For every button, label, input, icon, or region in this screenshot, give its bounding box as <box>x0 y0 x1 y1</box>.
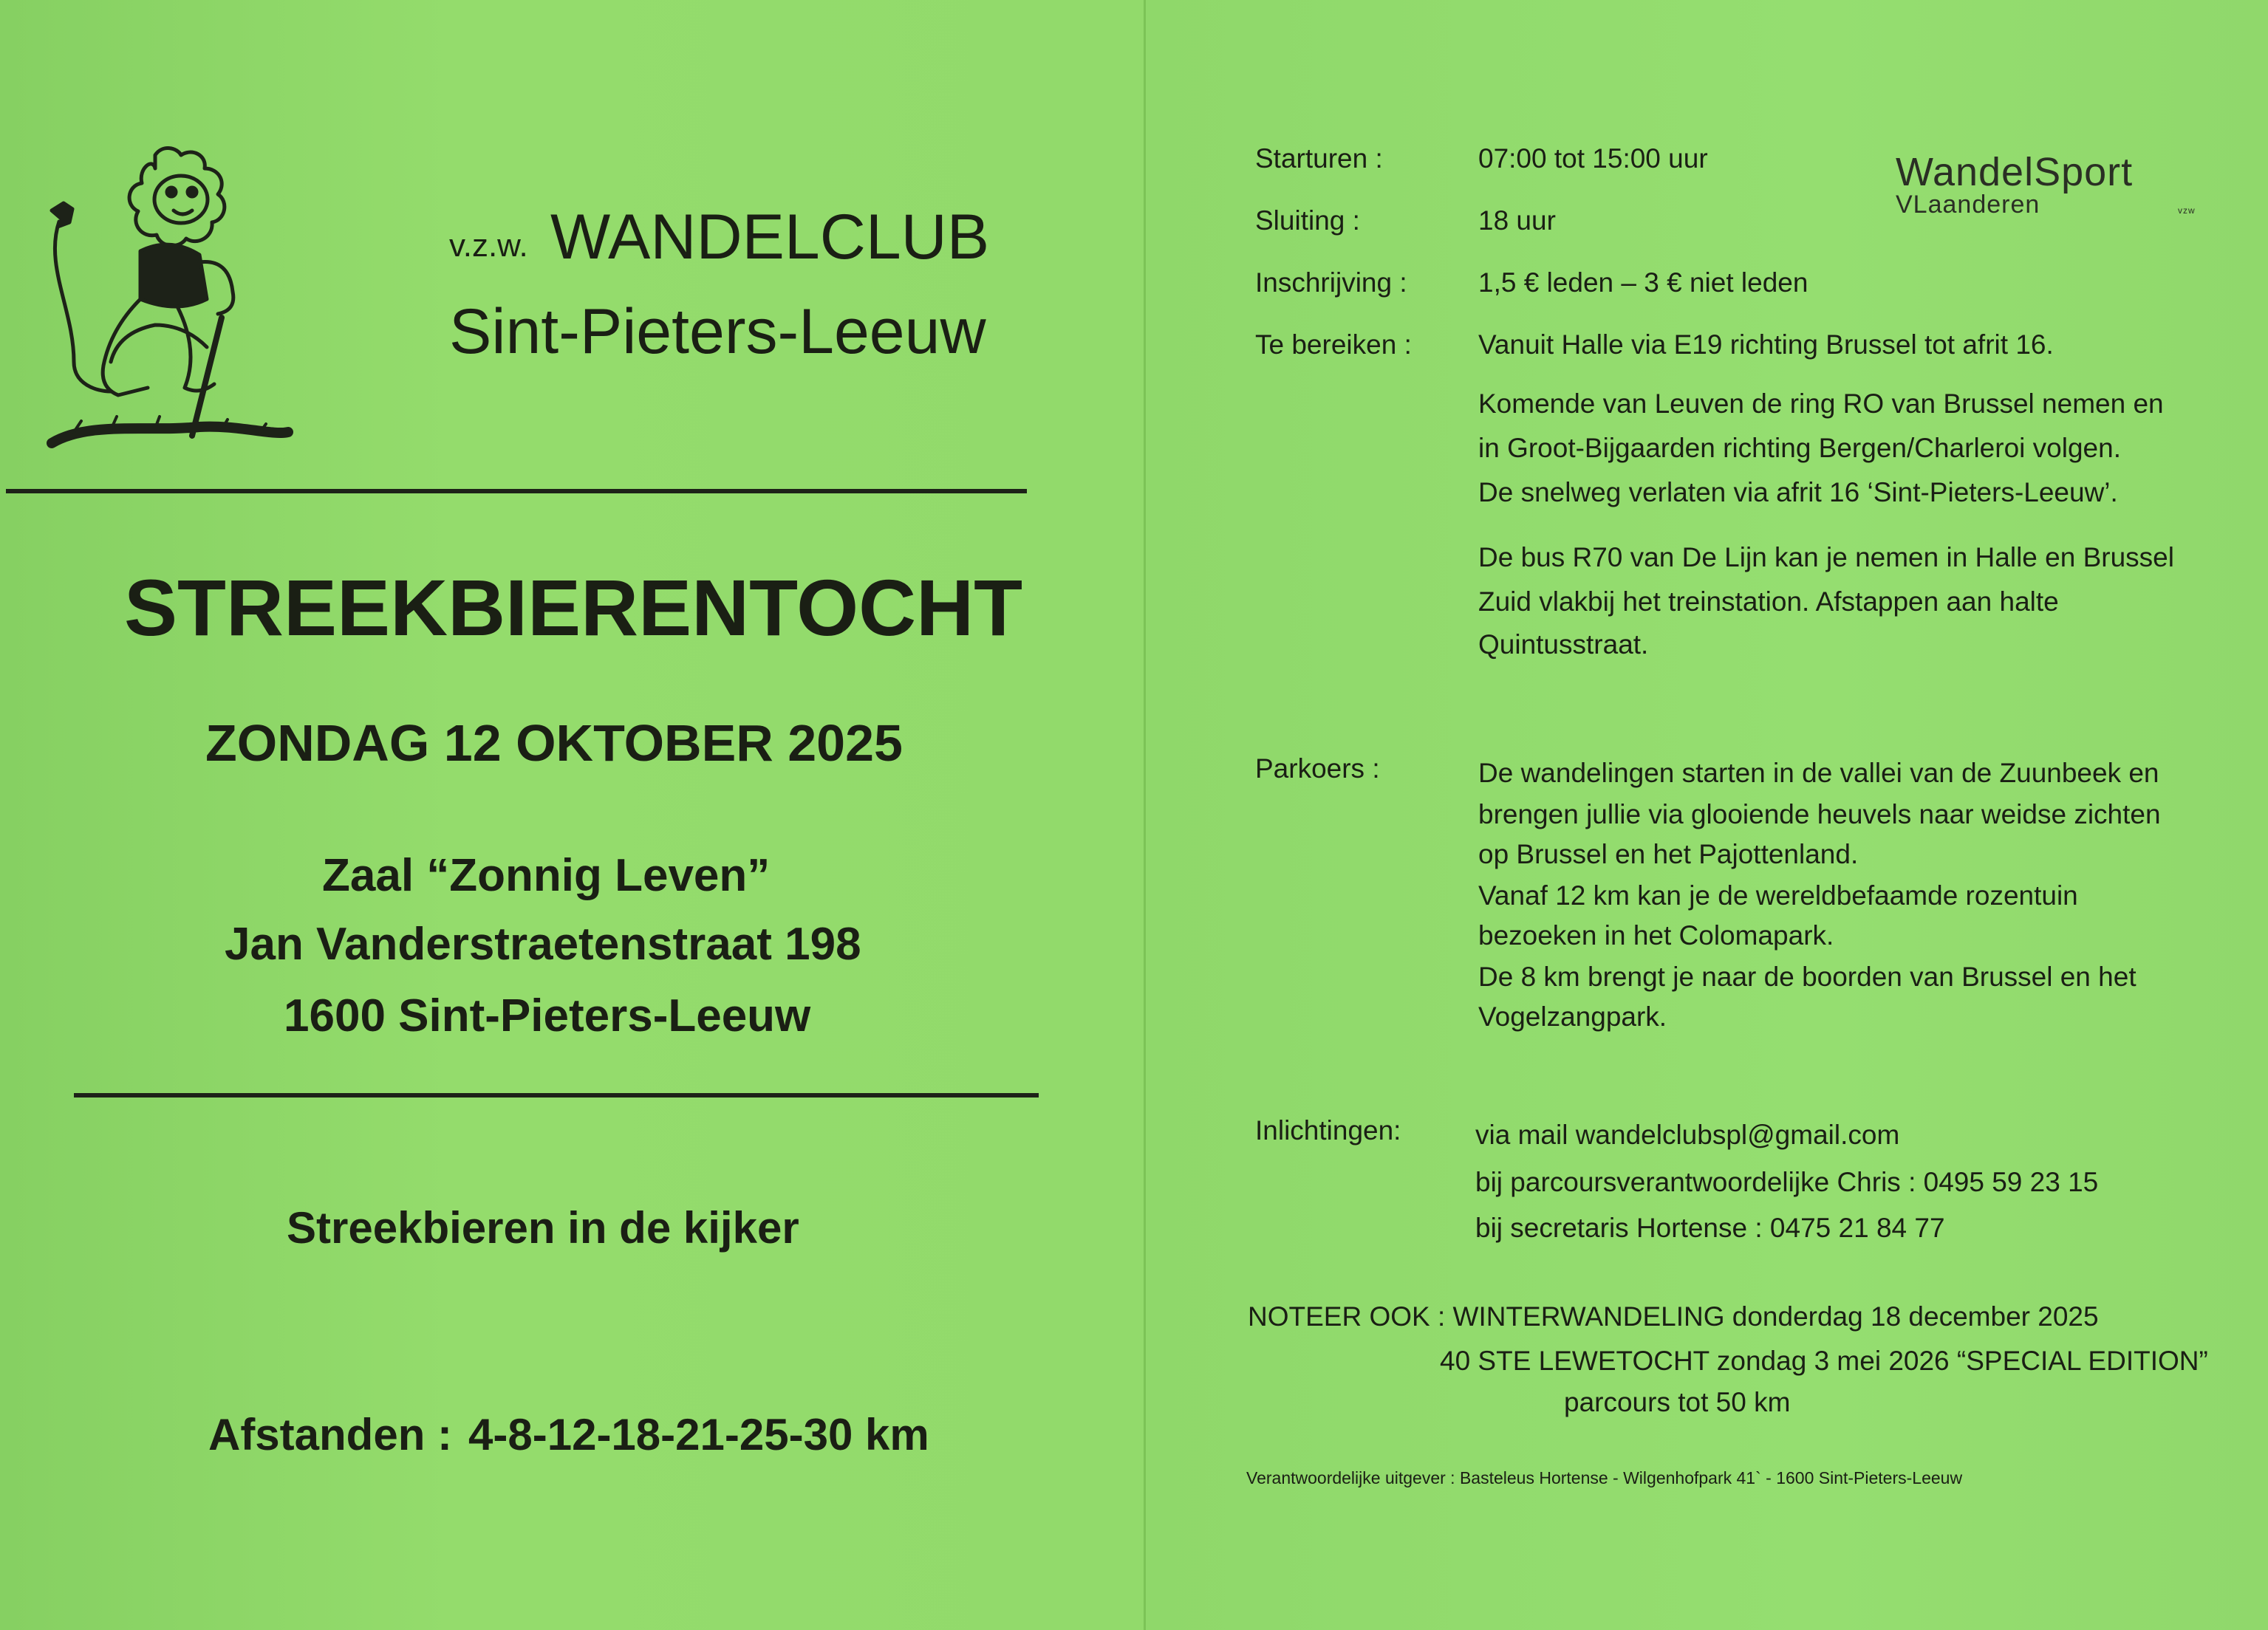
divider-bottom <box>74 1093 1039 1097</box>
start-label: Starturen : <box>1255 143 1383 174</box>
note-line: NOTEER OOK : WINTERWANDELING donderdag 18 december 2025 <box>1248 1301 2099 1332</box>
distances <box>208 1409 929 1460</box>
wandelsport-vlaanderen-logo <box>1896 145 2221 226</box>
route-line: brengen jullie via glooiende heuvels naar weidse zichten <box>1478 799 2161 829</box>
venue-hall: Zaal “Zonnig Leven” <box>322 850 771 901</box>
logo-line-2: VLaanderen <box>1896 191 2040 219</box>
route-line: De 8 km brengt je naar de boorden van Brussel en het <box>1478 962 2137 992</box>
distances-label: Afstanden : <box>208 1410 452 1459</box>
route-label: Parkoers : <box>1255 753 1380 784</box>
club-name: WANDELCLUB <box>550 202 990 273</box>
reach-line: De bus R70 van De Lijn kan je nemen in Halle en Brussel <box>1478 542 2174 572</box>
route-line: Vogelzangpark. <box>1478 1001 1667 1032</box>
club-prefix: v.z.w. <box>449 227 528 264</box>
start-value: 07:00 tot 15:00 uur <box>1478 143 1708 174</box>
reach-line: Zuid vlakbij het treinstation. Afstappen aan halte <box>1478 586 2059 617</box>
logo-line-3: vzw <box>2178 205 2196 216</box>
info-page <box>1144 0 2268 1630</box>
contact-line: bij parcoursverantwoordelijke Chris : 0495 59 23 15 <box>1475 1167 2099 1197</box>
event-title: STREEKBIERENTOCHT <box>124 563 1023 652</box>
note-line: 40 STE LEWETOCHT zondag 3 mei 2026 “SPECIAL EDITION” <box>1440 1346 2208 1376</box>
route-line: De wandelingen starten in de vallei van de Zuunbeek en <box>1478 758 2159 788</box>
tagline: Streekbieren in de kijker <box>287 1203 799 1253</box>
logo-line-1: WandelSport <box>1896 150 2134 194</box>
fee-value: 1,5 € leden – 3 € niet leden <box>1478 267 1808 298</box>
divider-top <box>6 489 1027 493</box>
distances-value: 4-8-12-18-21-25-30 km <box>468 1410 929 1459</box>
contact-line: bij secretaris Hortense : 0475 21 84 77 <box>1475 1213 1945 1243</box>
route-line: bezoeken in het Colomapark. <box>1478 920 1834 951</box>
club-city: Sint-Pieters-Leeuw <box>449 296 986 367</box>
route-line: op Brussel en het Pajottenland. <box>1478 839 1859 869</box>
close-label: Sluiting : <box>1255 205 1360 236</box>
lion-mascot-logo <box>30 140 303 458</box>
close-value: 18 uur <box>1478 205 1556 236</box>
venue-city: 1600 Sint-Pieters-Leeuw <box>284 990 811 1041</box>
reach-line: De snelweg verlaten via afrit 16 ‘Sint-Pieters-Leeuw’. <box>1478 477 2118 507</box>
reach-line: Komende van Leuven de ring RO van Brussel nemen en <box>1478 388 2164 419</box>
route-line: Vanaf 12 km kan je de wereldbefaamde rozentuin <box>1478 880 2078 911</box>
reach-label: Te bereiken : <box>1255 329 1412 360</box>
publisher-line: Verantwoordelijke uitgever : Basteleus Hortense - Wilgenhofpark 41` - 1600 Sint-Pieters-Leeuw <box>1246 1468 1963 1487</box>
reach-line: Quintusstraat. <box>1478 629 1649 660</box>
note-line: parcours tot 50 km <box>1564 1387 1791 1417</box>
reach-line: Vanuit Halle via E19 richting Brussel tot afrit 16. <box>1478 329 2054 360</box>
fee-label: Inschrijving : <box>1255 267 1407 298</box>
contact-line: via mail wandelclubspl@gmail.com <box>1475 1120 1900 1150</box>
venue-street: Jan Vanderstraetenstraat 198 <box>225 919 861 970</box>
event-date: ZONDAG 12 OKTOBER 2025 <box>205 714 903 772</box>
reach-line: in Groot-Bijgaarden richting Bergen/Charleroi volgen. <box>1478 433 2121 463</box>
contact-label: Inlichtingen: <box>1255 1115 1401 1146</box>
